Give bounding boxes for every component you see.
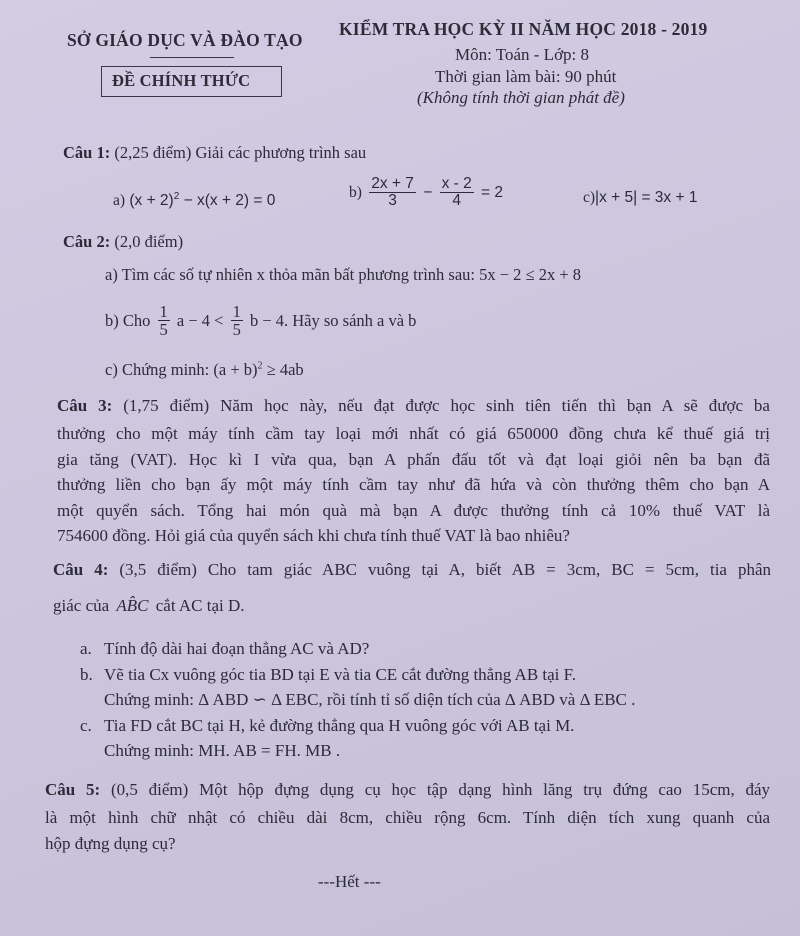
fraction [440, 176, 474, 210]
question-5-body [45, 805, 770, 856]
denominator: 4 [452, 192, 461, 210]
question-2b [105, 303, 416, 339]
question-1-points: (2,25 điểm) [114, 143, 192, 162]
exponent: 2 [257, 360, 263, 372]
question-4-points: (3,5 điểm) [119, 560, 197, 579]
paragraph-line: là một hình chữ nhật có chiều dài 8cm, chiều rộng 6cm. Tính diện tích xung quanh của [45, 808, 770, 827]
item-marker: b) [349, 183, 362, 201]
question-4-item-b [80, 662, 635, 688]
denominator: 5 [159, 320, 168, 340]
numerator: 1 [232, 302, 241, 321]
angle-abc: AB̂C [116, 596, 149, 615]
question-5-line-1 [45, 780, 770, 800]
equation-part: − x(x + 2) = 0 [179, 192, 276, 210]
question-2-label: Câu 2: [63, 232, 111, 251]
question-4-label: Câu 4: [53, 560, 109, 579]
exam-duration: Thời gian làm bài: 90 phút [435, 67, 617, 86]
item-marker: c) [583, 189, 596, 206]
fraction [231, 303, 243, 339]
exam-subject: Môn: Toán - Lớp: 8 [455, 45, 590, 64]
paragraph-line: gia tăng (VAT). Học kì I vừa qua, bạn A phấn đấu tốt và đạt loại giỏi nên ba bạn đã [57, 449, 770, 469]
equation-part: (x + 2) [129, 192, 174, 210]
paragraph-line: thưởng cho một máy tính cầm tay loại mới nhất có giá 650000 đồng chưa kể thuế giá trị [57, 424, 770, 443]
question-5-points: (0,5 điểm) [110, 780, 189, 799]
end-mark: ---Hết --- [318, 872, 381, 891]
text: giác của [53, 596, 110, 615]
question-4-item-c [80, 713, 635, 739]
question-1b [349, 176, 503, 210]
question-3-body [57, 421, 770, 549]
official-label: ĐỀ CHÍNH THỨC [112, 71, 251, 90]
text: b − 4. Hãy so sánh a và b [249, 310, 417, 330]
question-1c [583, 189, 697, 207]
fraction [369, 176, 416, 210]
text: a − 4 < [176, 310, 224, 330]
item-text: Tia FD cắt BC tại H, kẻ đường thẳng qua H vuông góc với AB tại M. [104, 715, 575, 735]
question-1a [113, 191, 275, 210]
paragraph-line: một quyển sách. Tổng hai món quà mà bạn A được thưởng tính cả 10% thuế VAT là [57, 500, 770, 520]
question-4-item-c-proof [80, 738, 635, 764]
item-marker: b. [80, 664, 93, 684]
exam-note: (Không tính thời gian phát đề) [417, 88, 625, 107]
equation-part: |x + 5| = 3x + 1 [595, 189, 698, 206]
department-name: SỞ GIÁO DỤC VÀ ĐÀO TẠO [67, 30, 303, 50]
equation-part: = 2 [481, 183, 504, 201]
item-text: Chứng minh: MH. AB = FH. MB . [104, 741, 341, 760]
numerator: x - 2 [441, 175, 472, 192]
fraction [158, 303, 170, 339]
question-5-label: Câu 5: [45, 780, 101, 799]
question-4-items [80, 636, 635, 764]
question-3-points: (1,75 điểm) [123, 396, 210, 415]
question-2-points: (2,0 điểm) [114, 232, 184, 251]
text: b) Cho [105, 310, 151, 330]
question-4-item-b-proof [80, 687, 635, 713]
question-1-prompt: Giải các phương trình sau [195, 143, 367, 162]
text: cắt AC tại D. [155, 596, 245, 615]
question-1-label: Câu 1: [63, 143, 111, 162]
denominator: 5 [232, 320, 241, 340]
question-2-heading [63, 232, 183, 252]
numerator: 2x + 7 [371, 175, 414, 192]
question-4-line-1 [53, 560, 771, 580]
question-1-heading [63, 143, 366, 163]
text: c) Chứng minh: (a + b) [105, 360, 258, 379]
paragraph-line: Một hộp đựng dụng cụ học tập dạng hình lăng trụ đứng cao 15cm, đáy [199, 780, 771, 799]
question-3-line-1 [57, 396, 770, 416]
exponent: 2 [173, 191, 180, 202]
item-marker: c. [80, 715, 92, 735]
question-3-label: Câu 3: [57, 396, 113, 415]
department-underline [150, 57, 234, 58]
item-marker: a) [113, 192, 126, 210]
question-4-item-a [80, 636, 635, 662]
paragraph-line: 754600 đồng. Hỏi giá của quyển sách khi chưa tính thuế VAT là bao nhiêu? [57, 526, 570, 545]
item-text: Chứng minh: Δ ABD ∽ Δ EBC, rồi tính tỉ số diện tích của Δ ABD và Δ EBC . [104, 690, 636, 709]
paragraph-line: hộp đựng dụng cụ? [45, 833, 176, 853]
item-text: Vẽ tia Cx vuông góc tia BD tại E và tia CE cắt đường thẳng AB tại F. [104, 664, 576, 684]
question-2c [105, 360, 304, 380]
text: ≥ 4ab [262, 360, 304, 379]
item-marker: a. [80, 639, 92, 658]
paragraph-line: Cho tam giác ABC vuông tại A, biết AB = 3cm, BC = 5cm, tia phân [207, 560, 771, 579]
item-text: Tính độ dài hai đoạn thẳng AC và AD? [104, 639, 370, 658]
question-2a: a) Tìm các số tự nhiên x thỏa mãn bất phương trình sau: 5x − 2 ≤ 2x + 8 [105, 265, 582, 284]
paragraph-line: thưởng liền cho bạn ấy một máy tính cầm tay như đã hứa và còn thưởng thêm cho bạn A [57, 475, 770, 494]
operator: − [423, 183, 433, 201]
paragraph-line: Năm học này, nếu đạt được học sinh tiên tiến thì bạn A sẽ được ba [220, 396, 770, 415]
exam-title: KIỂM TRA HỌC KỲ II NĂM HỌC 2018 - 2019 [339, 19, 708, 39]
question-4-line-2 [53, 596, 245, 616]
numerator: 1 [159, 302, 168, 321]
denominator: 3 [388, 192, 397, 210]
